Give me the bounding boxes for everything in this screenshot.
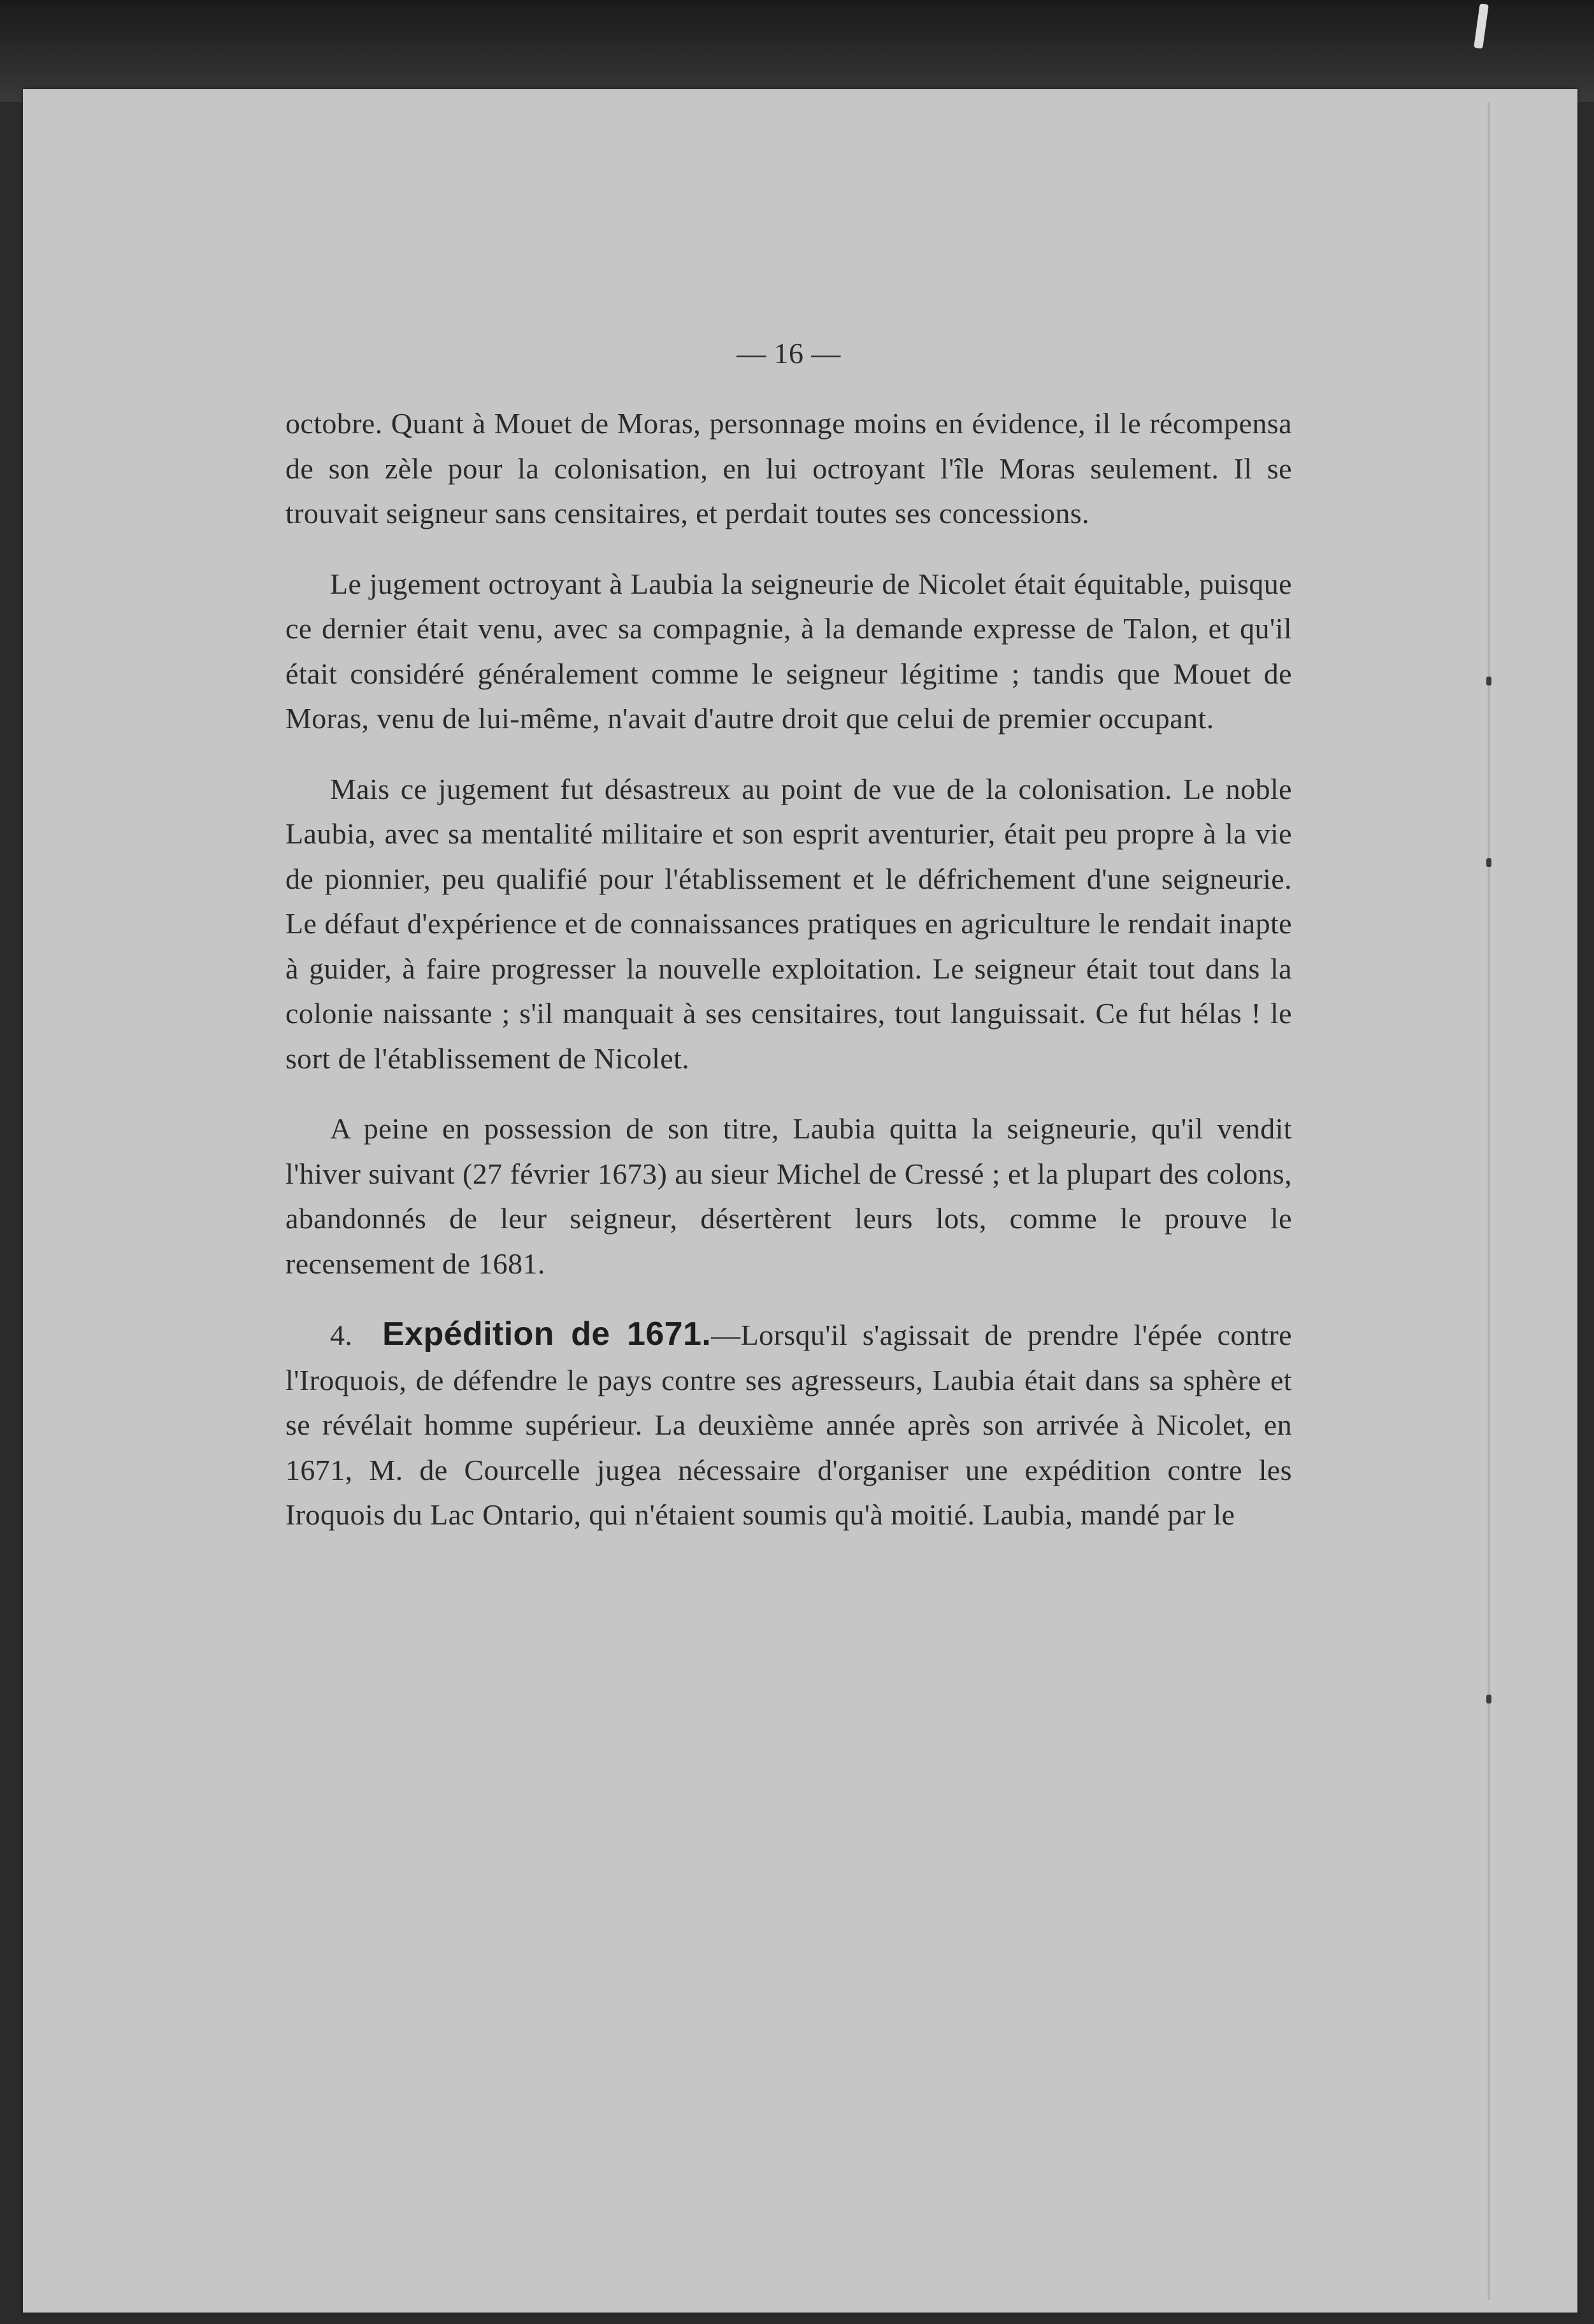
margin-speck — [1486, 1695, 1491, 1704]
paragraph: octobre. Quant à Mouet de Moras, personnage moins en évidence, il le récompensa de son zèle pour la colonisation, en lui octroyant l'île Moras seulement. Il se trouvait seigneur sans censitaires, et perdait toutes ses concessions. — [285, 407, 1292, 529]
section-paragraph — [285, 1312, 1292, 1538]
margin-speck — [1486, 858, 1491, 867]
page-number: — 16 — — [736, 337, 841, 369]
section-number: 4. — [330, 1319, 353, 1351]
paragraph: Mais ce jugement fut désastreux au point de vue de la colonisation. Le noble Laubia, avec sa mentalité militaire et son esprit aventurier, était peu propre à la vie de pionnier, peu qualifié pour l'établissement et le défrichement d'une seigneurie. Le défaut d'expérience et de connaissances pratiques en agriculture le rendait inapte à guider, à faire progresser la nouvelle exploitation. Le seigneur était tout dans la colonie naissante ; s'il manquait à ses censitaires, tout languissait. Ce fut hélas ! le sort de l'établissement de Nicolet. — [285, 772, 1292, 1075]
page-text — [285, 331, 1292, 1563]
section-title: Expédition de 1671. — [382, 1316, 712, 1352]
paragraph: Le jugement octroyant à Laubia la seigneurie de Nicolet était équitable, puisque ce dernier était venu, avec sa compagnie, à la demande expresse de Talon, et qu'il était considéré généralement comme le seigneur légitime ; tandis que Mouet de Moras, venu de lui-même, n'avait d'autre droit que celui de premier occupant. — [285, 567, 1292, 735]
paragraph: A peine en possession de son titre, Laubia quitta la seigneurie, qu'il vendit l'hiver suivant (27 février 1673) au sieur Michel de Cressé ; et la plupart des colons, abandonnés de leur seigneur, désertèrent leurs lots, comme le prouve le recensement de 1681. — [285, 1112, 1292, 1280]
page-fold-line — [1488, 102, 1490, 2300]
margin-speck — [1486, 677, 1491, 685]
scan-background — [0, 0, 1594, 102]
section-text: —Lorsqu'il s'agissait de prendre l'épée contre l'Iroquois, de défendre le pays contre ses agresseurs, Laubia était dans sa sphère et se révélait homme supérieur. La deuxième année après son arrivée à Nicolet, en 1671, M. de Courcelle jugea nécessaire d'organiser une expédition contre les Iroquois du Lac Ontario, qui n'étaient soumis qu'à moitié. Laubia, mandé par le — [285, 1319, 1292, 1531]
